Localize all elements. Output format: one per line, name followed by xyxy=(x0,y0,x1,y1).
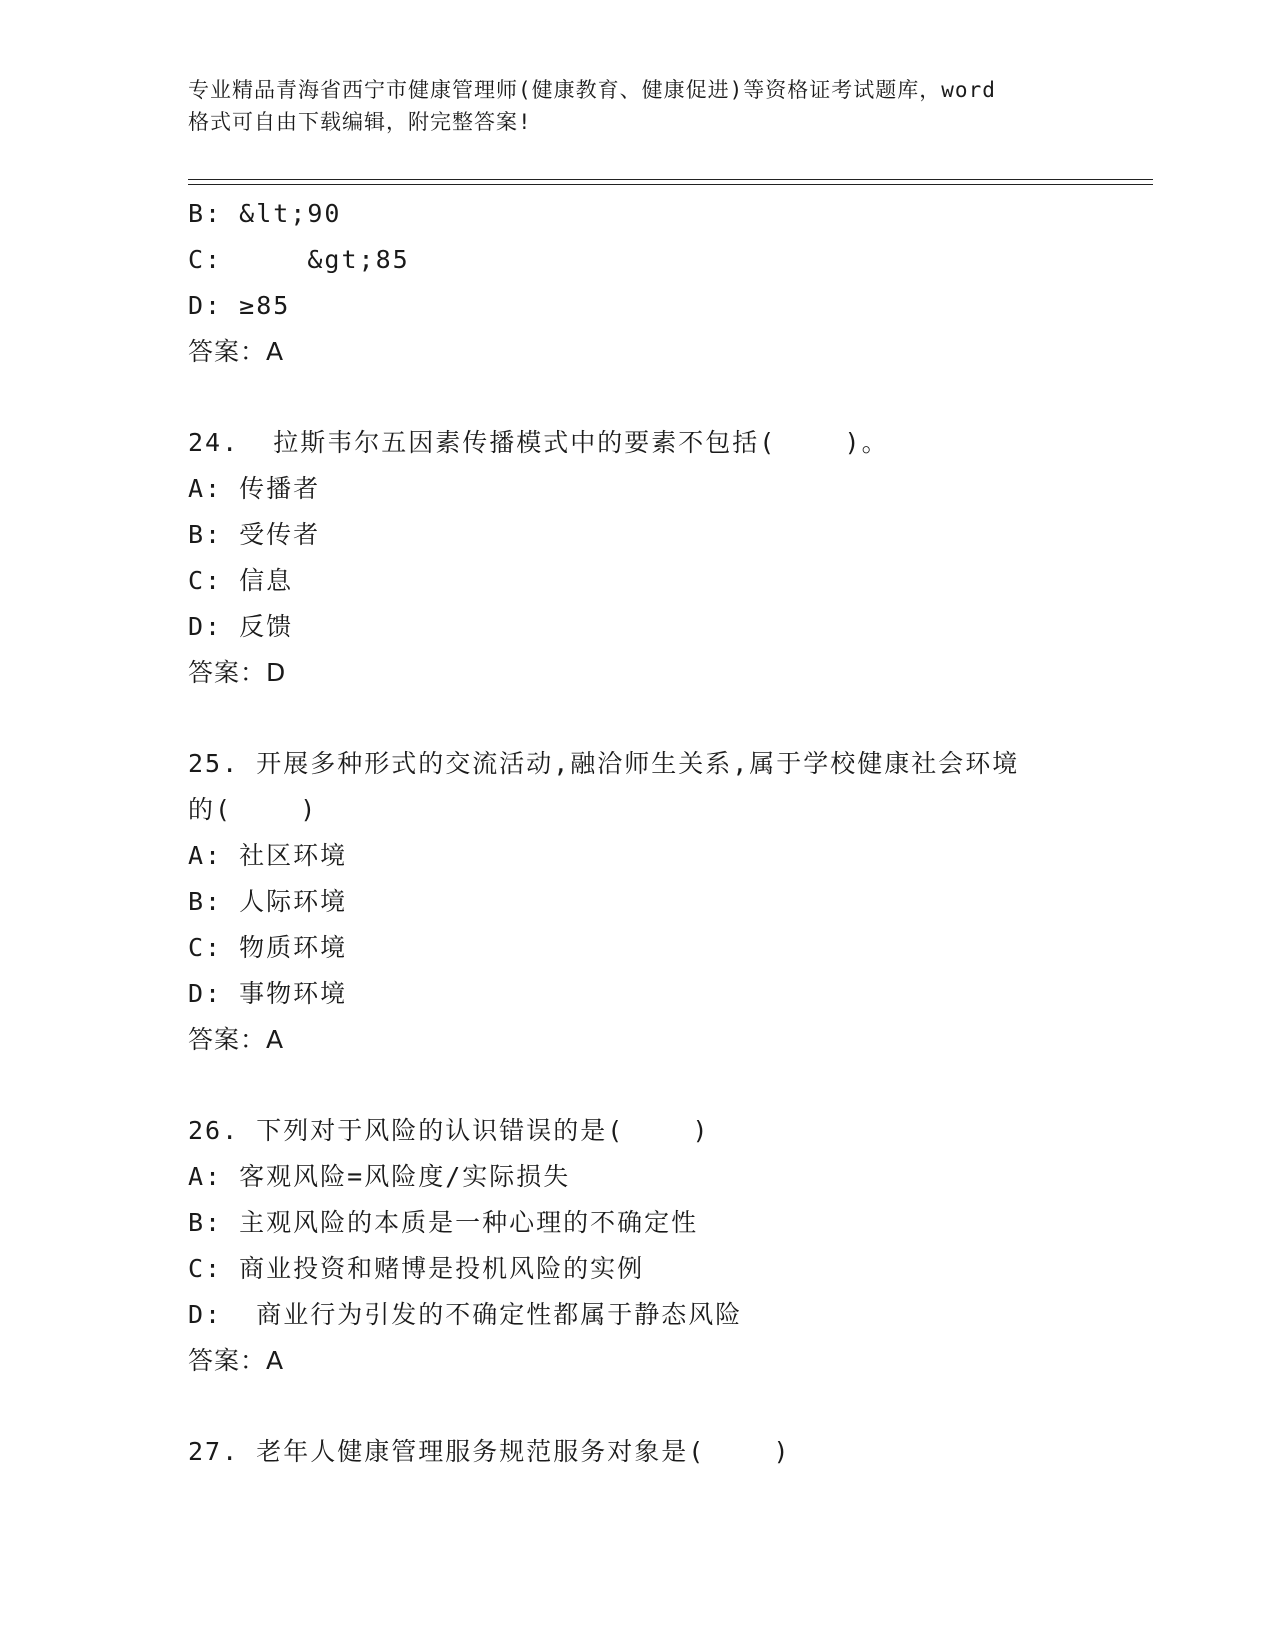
question-25 xyxy=(188,741,1088,1063)
option-b: B: &lt;90 xyxy=(188,199,342,228)
option-a: A: 传播者 xyxy=(188,474,321,503)
answer-line: 答案：A xyxy=(188,337,285,366)
header-rule-top xyxy=(188,179,1153,180)
question-text: 24. 拉斯韦尔五因素传播模式中的要素不包括( )。 xyxy=(188,428,889,457)
header-line-1: 专业精品青海省西宁市健康管理师(健康教育、健康促进)等资格证考试题库，word xyxy=(188,78,996,102)
option-b: B: 人际环境 xyxy=(188,887,348,916)
option-b: B: 主观风险的本质是一种心理的不确定性 xyxy=(188,1208,699,1237)
option-a: A: 社区环境 xyxy=(188,841,348,870)
answer-line: 答案：D xyxy=(188,658,287,687)
question-text: 26. 下列对于风险的认识错误的是( ) xyxy=(188,1116,710,1145)
option-d: D: 事物环境 xyxy=(188,979,348,1008)
option-c: C: 商业投资和赌博是投机风险的实例 xyxy=(188,1254,645,1283)
question-text: 27. 老年人健康管理服务规范服务对象是( ) xyxy=(188,1437,791,1466)
answer-line: 答案：A xyxy=(188,1025,285,1054)
option-a: A: 客观风险=风险度/实际损失 xyxy=(188,1162,571,1191)
question-text-line-2: 的( ) xyxy=(188,795,318,824)
option-c: C: &gt;85 xyxy=(188,245,410,274)
header-line-2: 格式可自由下载编辑，附完整答案! xyxy=(188,110,532,134)
option-b: B: 受传者 xyxy=(188,520,321,549)
question-26 xyxy=(188,1108,1088,1384)
header-rule-bottom xyxy=(188,184,1153,185)
option-c: C: 信息 xyxy=(188,566,294,595)
option-d: D: ≥85 xyxy=(188,291,291,320)
document-header xyxy=(188,74,1088,138)
question-23-tail xyxy=(188,191,1088,375)
option-c: C: 物质环境 xyxy=(188,933,348,962)
question-27 xyxy=(188,1429,1088,1475)
question-24 xyxy=(188,420,1088,696)
question-list xyxy=(188,191,1088,1475)
question-text-line-1: 25. 开展多种形式的交流活动,融洽师生关系,属于学校健康社会环境 xyxy=(188,749,1020,778)
option-d: D: 商业行为引发的不确定性都属于静态风险 xyxy=(188,1300,743,1329)
answer-line: 答案：A xyxy=(188,1346,285,1375)
option-d: D: 反馈 xyxy=(188,612,294,641)
